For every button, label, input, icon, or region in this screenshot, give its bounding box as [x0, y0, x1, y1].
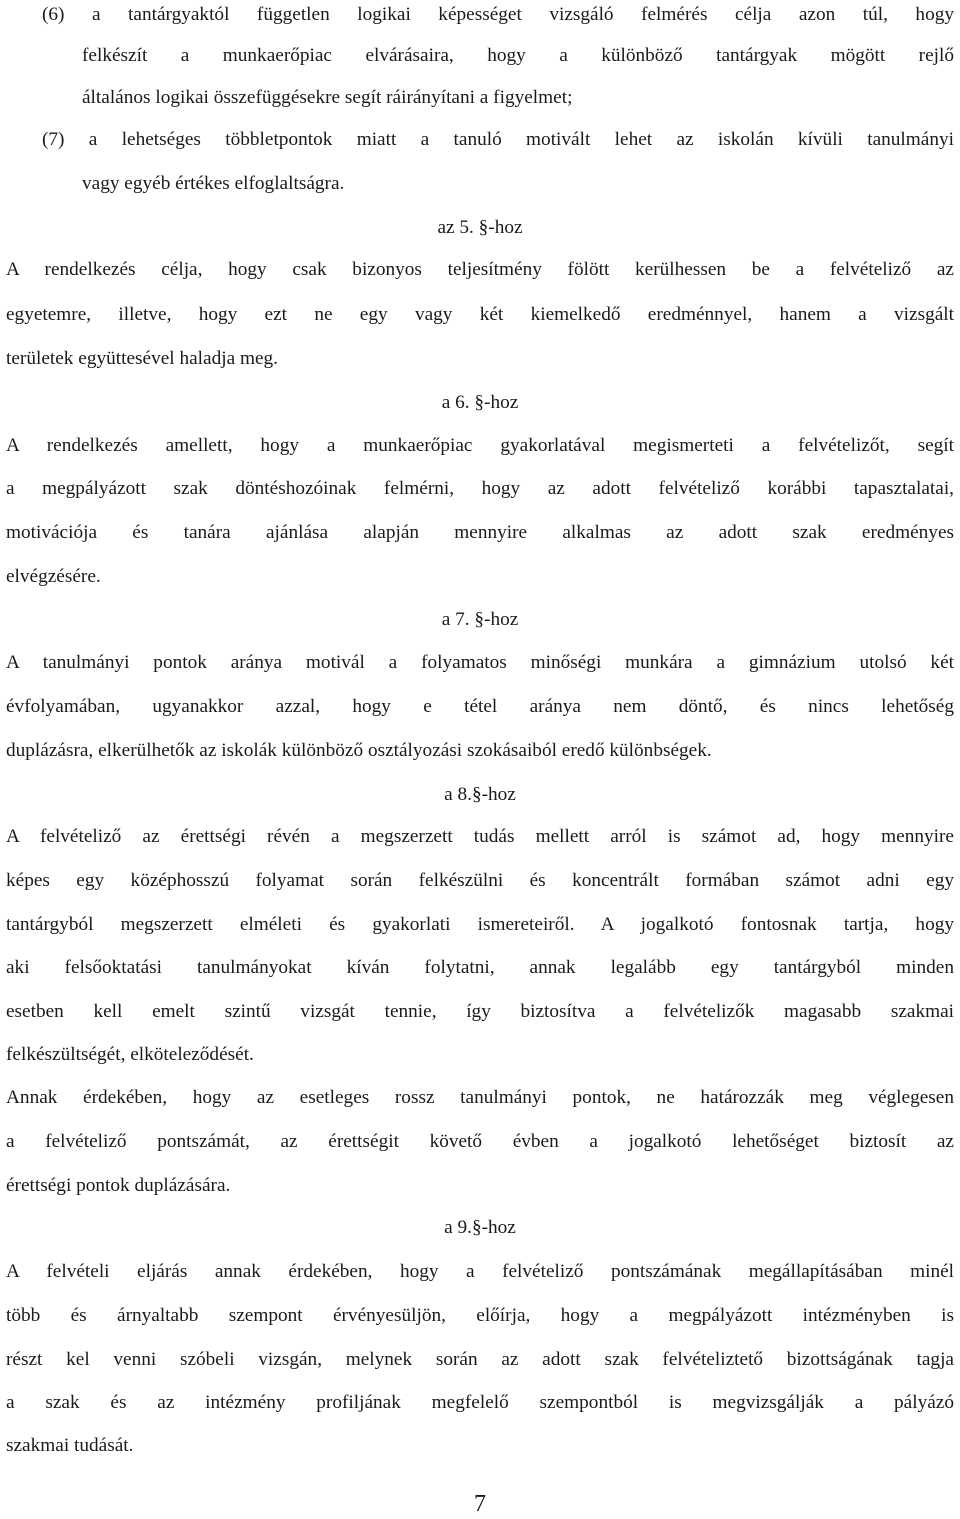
- section-heading-6: a 6. §-hoz: [441, 392, 519, 413]
- para-9-line-2: több és árnyaltabb szempont érvényesüljön, előírja, hogy a megpályázott intézményben is: [6, 1305, 954, 1326]
- para-8b-line-3: érettségi pontok duplázására.: [6, 1175, 231, 1196]
- para-6-line-1: A rendelkezés amellett, hogy a munkaerőpiac gyakorlatával megismerteti a felvételizőt, segít: [6, 435, 954, 456]
- section-heading-9: a 9.§-hoz: [444, 1217, 516, 1238]
- section-heading-5: az 5. §-hoz: [437, 217, 523, 238]
- para-8a-line-5: esetben kell emelt szintű vizsgát tennie, így biztosítva a felvételizők magasabb szakmai: [6, 1001, 954, 1022]
- para-9-line-3: részt kel venni szóbeli vizsgán, melynek során az adott szak felvételiztető bizottságának tagja: [6, 1349, 954, 1370]
- item-6-line-2: felkészít a munkaerőpiac elvárásaira, hogy a különböző tantárgyak mögött rejlő: [82, 45, 954, 66]
- para-7-line-3: duplázásra, elkerülhetők az iskolák különböző osztályozási szokásaiból eredő különbségek.: [6, 740, 712, 761]
- item-7-line-2: vagy egyéb értékes elfoglaltságra.: [82, 173, 345, 194]
- para-9-line-5: szakmai tudását.: [6, 1435, 134, 1456]
- para-8b-line-1: Annak érdekében, hogy az esetleges rossz tanulmányi pontok, ne határozzák meg véglegesen: [6, 1087, 954, 1108]
- para-5-line-3: területek együttesével haladja meg.: [6, 348, 278, 369]
- para-8a-line-2: képes egy középhosszú folyamat során felkészülni és koncentrált formában számot adni egy: [6, 870, 954, 891]
- item-6-line-1: (6) a tantárgyaktól független logikai képességet vizsgáló felmérés célja azon túl, hogy: [42, 4, 954, 25]
- para-8a-line-1: A felvételiző az érettségi révén a megszerzett tudás mellett arról is számot ad, hogy mennyire: [6, 826, 954, 847]
- para-6-line-4: elvégzésére.: [6, 566, 101, 587]
- para-8a-line-3: tantárgyból megszerzett elméleti és gyakorlati ismereteiről. A jogalkotó fontosnak tartja, hogy: [6, 914, 954, 935]
- item-7-line-1: (7) a lehetséges többletpontok miatt a tanuló motivált lehet az iskolán kívüli tanulmányi: [42, 129, 954, 150]
- para-5-line-2: egyetemre, illetve, hogy ezt ne egy vagy két kiemelkedő eredménnyel, hanem a vizsgált: [6, 304, 954, 325]
- item-6-line-3: általános logikai összefüggésekre segít ráirányítani a figyelmet;: [82, 87, 573, 108]
- para-6-line-3: motivációja és tanára ajánlása alapján mennyire alkalmas az adott szak eredményes: [6, 522, 954, 543]
- para-7-line-2: évfolyamában, ugyanakkor azzal, hogy e tétel aránya nem döntő, és nincs lehetőség: [6, 696, 954, 717]
- page-number: 7: [474, 1491, 486, 1517]
- para-8a-line-4: aki felsőoktatási tanulmányokat kíván folytatni, annak legalább egy tantárgyból minden: [6, 957, 954, 978]
- section-heading-7: a 7. §-hoz: [441, 609, 519, 630]
- para-8b-line-2: a felvételiző pontszámát, az érettségit követő évben a jogalkotó lehetőséget biztosít az: [6, 1131, 954, 1152]
- section-heading-8: a 8.§-hoz: [444, 784, 516, 805]
- para-9-line-4: a szak és az intézmény profiljának megfelelő szempontból is megvizsgálják a pályázó: [6, 1392, 954, 1413]
- para-9-line-1: A felvételi eljárás annak érdekében, hogy a felvételiző pontszámának megállapításában minél: [6, 1261, 954, 1282]
- para-7-line-1: A tanulmányi pontok aránya motivál a folyamatos minőségi munkára a gimnázium utolsó két: [6, 652, 954, 673]
- para-8a-line-6: felkészültségét, elköteleződését.: [6, 1044, 254, 1065]
- para-6-line-2: a megpályázott szak döntéshozóinak felmérni, hogy az adott felvételiző korábbi tapasztalatai,: [6, 478, 954, 499]
- para-5-line-1: A rendelkezés célja, hogy csak bizonyos teljesítmény fölött kerülhessen be a felvételiző az: [6, 259, 954, 280]
